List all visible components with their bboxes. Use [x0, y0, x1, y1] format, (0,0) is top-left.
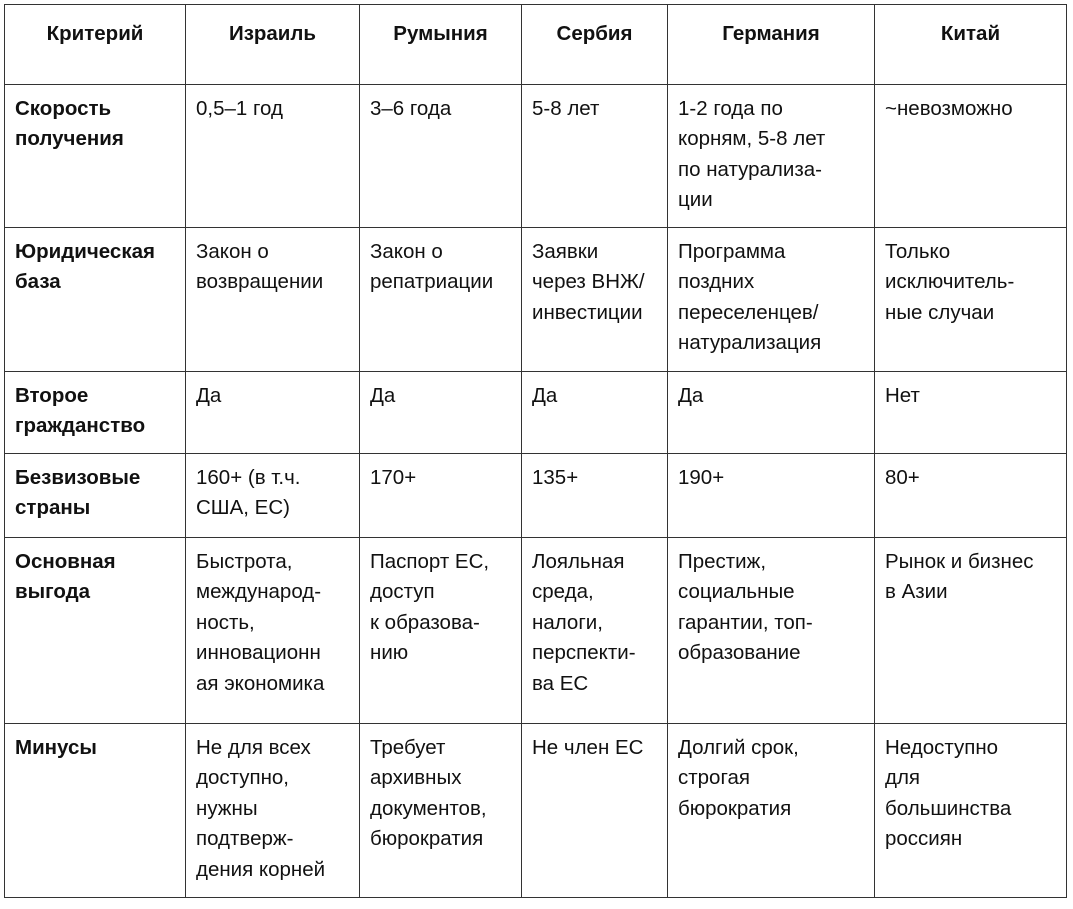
table-cell: 0,5–1 год — [186, 85, 360, 228]
table-cell: Закон о возвращении — [186, 228, 360, 372]
table-row — [5, 372, 1067, 454]
table-cell: 160+ (в т.ч. США, ЕС) — [186, 454, 360, 538]
column-header-serbia: Сербия — [522, 5, 668, 85]
row-label: Скорость получения — [5, 85, 186, 228]
row-label: Минусы — [5, 724, 186, 898]
table-cell: Престиж, социальные гарантии, топ- образование — [668, 538, 875, 724]
table-cell: Только исключитель- ные случаи — [875, 228, 1067, 372]
column-header-criterion: Критерий — [5, 5, 186, 85]
table-cell: Программа поздних переселенцев/ натурализация — [668, 228, 875, 372]
table-cell: 5-8 лет — [522, 85, 668, 228]
table-cell: Долгий срок, строгая бюрократия — [668, 724, 875, 898]
table-cell: Да — [668, 372, 875, 454]
table-cell: 135+ — [522, 454, 668, 538]
table-cell: 190+ — [668, 454, 875, 538]
row-label: Второе гражданство — [5, 372, 186, 454]
table-row — [5, 454, 1067, 538]
table-row — [5, 538, 1067, 724]
row-label: Юридическая база — [5, 228, 186, 372]
column-header-china: Китай — [875, 5, 1067, 85]
table-cell: Заявки через ВНЖ/ инвестиции — [522, 228, 668, 372]
table-cell: Паспорт ЕС, доступ к образова- нию — [360, 538, 522, 724]
table-cell: Рынок и бизнес в Азии — [875, 538, 1067, 724]
table-cell: Да — [522, 372, 668, 454]
table-cell: Да — [360, 372, 522, 454]
table-cell: Нет — [875, 372, 1067, 454]
table-row — [5, 85, 1067, 228]
table-cell: 170+ — [360, 454, 522, 538]
table-cell: 80+ — [875, 454, 1067, 538]
column-header-israel: Израиль — [186, 5, 360, 85]
table-cell: Лояльная среда, налоги, перспекти- ва ЕС — [522, 538, 668, 724]
table-cell: Не для всех доступно, нужны подтверж- дения корней — [186, 724, 360, 898]
table-cell: Да — [186, 372, 360, 454]
table-row — [5, 228, 1067, 372]
table-cell: Закон о репатриации — [360, 228, 522, 372]
column-header-germany: Германия — [668, 5, 875, 85]
column-header-romania: Румыния — [360, 5, 522, 85]
row-label: Основная выгода — [5, 538, 186, 724]
table-cell: Требует архивных документов, бюрократия — [360, 724, 522, 898]
table-row — [5, 724, 1067, 898]
table-cell: Не член ЕС — [522, 724, 668, 898]
row-label: Безвизовые страны — [5, 454, 186, 538]
table-cell: ~невозможно — [875, 85, 1067, 228]
table-cell: 1-2 года по корням, 5-8 лет по натурализа- ции — [668, 85, 875, 228]
table-header-row — [5, 5, 1067, 85]
comparison-table — [4, 4, 1067, 898]
table-cell: Недоступно для большинства россиян — [875, 724, 1067, 898]
table-cell: Быстрота, международ- ность, инновационн ая экономика — [186, 538, 360, 724]
table-cell: 3–6 года — [360, 85, 522, 228]
